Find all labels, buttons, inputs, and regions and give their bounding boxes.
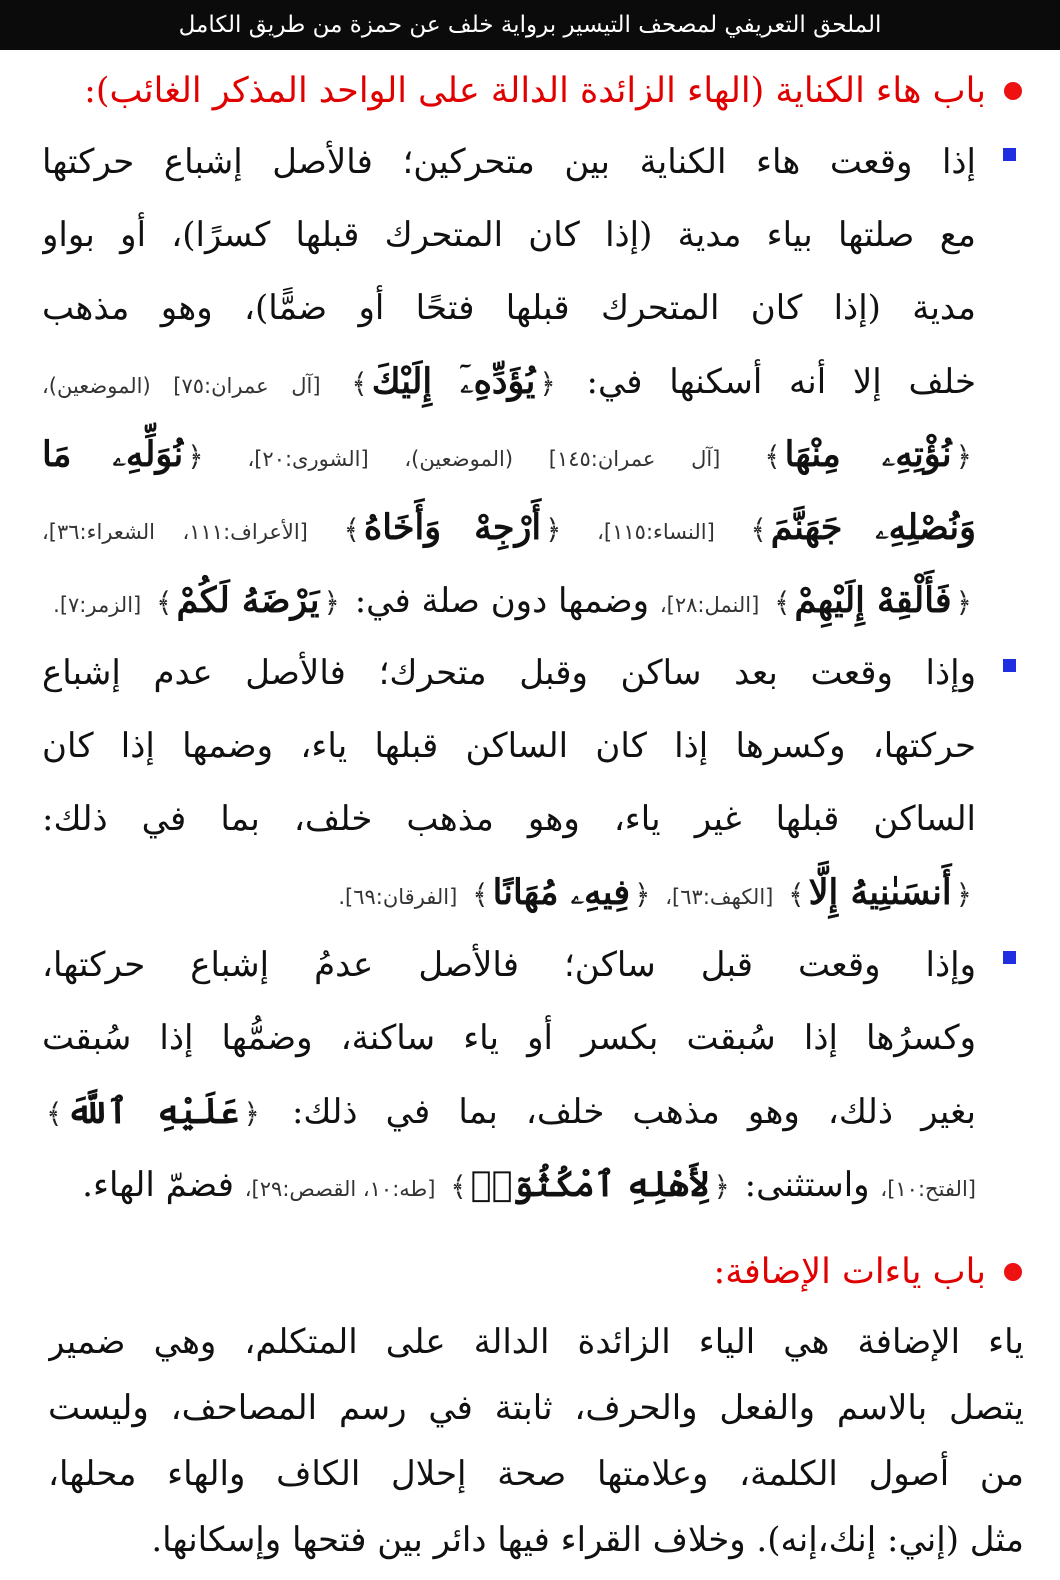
line-text: وإذا وقعت قبل ساكن؛ فالأصل عدمُ إشباع حركتها،	[42, 945, 976, 985]
verse-reference: [آل عمران:١٤٥] (الموضعين)، [الشورى:٢٠]،	[247, 447, 721, 471]
section-heading-yaat-idafa	[34, 1241, 1024, 1303]
text-line	[42, 491, 976, 564]
section-spacer	[34, 1221, 1024, 1241]
line-text: واستثنى:	[744, 1165, 870, 1205]
quran-word: فَأَلْقِهْ إِلَيْهِمْ	[794, 580, 952, 621]
section-heading-text: باب هاء الكناية (الهاء الزائدة الدالة على الواحد المذكر الغائب):	[84, 71, 986, 111]
ornate-bracket-close-icon: ﴾	[156, 586, 173, 619]
line-text: إذا وقعت هاء الكناية بين متحركين؛ فالأصل إشباع حركتها	[42, 142, 976, 182]
text-line	[42, 637, 976, 710]
line-text: وكسرُها إذا سُبقت بكسر أو ياء ساكنة، وضمُّها إذا سُبقت	[42, 1018, 976, 1058]
verse-reference: [طه:١٠، القصص:٢٩]،	[244, 1177, 436, 1201]
line-text: ياء الإضافة هي الياء الزائدة الدالة على المتكلم، وهي ضمير	[48, 1322, 1024, 1362]
line-text: مع صلتها بياء مدية (إذا كان المتحرك قبلها كسرًا)، أو بواو	[42, 215, 976, 255]
line-text: حركتها، وكسرها إذا كان الساكن قبلها ياء، وضمها إذا كان	[42, 726, 976, 766]
ornate-bracket-open-icon: ﴿	[539, 367, 556, 400]
ornate-bracket-open-icon: ﴿	[243, 1097, 260, 1130]
line-text: فضمّ الهاء.	[82, 1165, 234, 1205]
blue-square-bullet-icon	[1003, 659, 1016, 672]
text-line	[42, 1002, 976, 1075]
ornate-bracket-close-icon: ﴾	[788, 878, 805, 911]
ornate-bracket-open-icon: ﴿	[713, 1170, 730, 1203]
ornate-bracket-open-icon: ﴿	[545, 513, 562, 546]
ornate-bracket-close-icon: ﴾	[750, 513, 767, 546]
ornate-bracket-open-icon: ﴿	[955, 878, 972, 911]
verse-reference: [الفتح:١٠]،	[880, 1177, 976, 1201]
line-text: من أصول الكلمة، وعلامتها صحة إحلال الكاف والهاء محلها،	[48, 1454, 1024, 1494]
quran-word: لِأَهْلِهِ ٱمْكُثُوٓا۟	[470, 1164, 710, 1205]
text-line	[42, 1148, 976, 1221]
quran-word: يَرْضَهُ لَكُمْ	[176, 580, 320, 621]
section-heading-kinaya	[34, 60, 1024, 122]
rule-item-after-sakin	[34, 637, 1024, 929]
blue-square-bullet-icon	[1003, 148, 1016, 161]
text-line	[42, 1075, 976, 1148]
text-line	[42, 199, 976, 272]
ornate-bracket-open-icon: ﴿	[187, 440, 204, 473]
ornate-bracket-close-icon: ﴾	[343, 513, 360, 546]
ornate-bracket-close-icon: ﴾	[472, 878, 489, 911]
ornate-bracket-close-icon: ﴾	[764, 440, 781, 473]
line-text: مثل (إني: إنك،إنه). وخلاف القراء فيها دائر بين فتحها وإسكانها.	[151, 1520, 1024, 1560]
paragraph-yaat-idafa	[40, 1309, 1024, 1573]
text-line	[42, 126, 976, 199]
blue-square-bullet-icon	[1003, 951, 1016, 964]
quran-word: فِيهِۦ مُهَانًا	[492, 872, 631, 913]
text-line	[42, 418, 976, 491]
rule-item-between-two-moving	[34, 126, 1024, 637]
rule-item-before-sakin	[34, 929, 1024, 1221]
quran-word: أَنسَىٰنِيهُ إِلَّا	[808, 872, 952, 913]
line-text: يتصل بالاسم والفعل والحرف، ثابتة في رسم المصاحف، وليست	[48, 1388, 1024, 1428]
text-line	[42, 929, 976, 1002]
quran-word: يُؤَدِّهِۦٓ إِلَيْكَ	[371, 361, 536, 402]
verse-reference: [الفرقان:٦٩].	[338, 885, 458, 909]
ornate-bracket-close-icon: ﴾	[351, 367, 368, 400]
verse-reference: [الكهف:٦٣]،	[665, 885, 774, 909]
text-line	[48, 1441, 1024, 1507]
text-line	[42, 564, 976, 637]
quran-word: وَنُصْلِهِۦ جَهَنَّمَ	[770, 507, 976, 548]
verse-reference: [النمل:٢٨]،	[659, 593, 760, 617]
quran-word: نُؤْتِهِۦ مِنْهَا	[784, 434, 952, 475]
verse-reference: [النساء:١١٥]،	[597, 520, 715, 544]
verse-reference: [آل عمران:٧٥] (الموضعين)،	[42, 374, 321, 398]
ornate-bracket-close-icon: ﴾	[774, 586, 791, 619]
red-bullet-icon	[1004, 1263, 1022, 1281]
verse-reference: [الزمر:٧].	[53, 593, 142, 617]
line-text: وضمها دون صلة في:	[354, 581, 650, 621]
text-line	[48, 1309, 1024, 1375]
text-line	[42, 856, 976, 929]
text-line	[48, 1375, 1024, 1441]
line-text: بغير ذلك، وهو مذهب خلف، بما في ذلك:	[291, 1092, 976, 1132]
line-text: الساكن قبلها غير ياء، وهو مذهب خلف، بما في ذلك:	[42, 799, 976, 839]
text-line	[42, 272, 976, 345]
ornate-bracket-open-icon: ﴿	[955, 586, 972, 619]
page-header-title: الملحق التعريفي لمصحف التيسير برواية خلف عن حمزة من طريق الكامل	[178, 12, 882, 38]
ornate-bracket-open-icon: ﴿	[323, 586, 340, 619]
text-line	[42, 710, 976, 783]
text-line	[48, 1507, 1024, 1573]
quran-word: عَلَيْهِ ٱللَّهَ	[66, 1091, 240, 1132]
ornate-bracket-close-icon: ﴾	[46, 1097, 63, 1130]
line-text: وإذا وقعت بعد ساكن وقبل متحرك؛ فالأصل عدم إشباع	[42, 653, 976, 693]
text-line	[42, 783, 976, 856]
text-line	[42, 345, 976, 418]
document-body	[34, 60, 1024, 1573]
ornate-bracket-close-icon: ﴾	[450, 1170, 467, 1203]
section-heading-text: باب ياءات الإضافة:	[713, 1252, 986, 1292]
ornate-bracket-open-icon: ﴿	[955, 440, 972, 473]
line-text: خلف إلا أنه أسكنها في:	[586, 362, 976, 402]
red-bullet-icon	[1004, 82, 1022, 100]
ornate-bracket-open-icon: ﴿	[634, 878, 651, 911]
quran-word: نُوَلِّهِۦ مَا	[42, 434, 184, 475]
verse-reference: [الأعراف:١١١، الشعراء:٣٦]،	[42, 520, 308, 544]
quran-word: أَرْجِهْ وَأَخَاهُ	[363, 507, 542, 548]
line-text: مدية (إذا كان المتحرك قبلها فتحًا أو ضمًّا)، وهو مذهب	[42, 288, 976, 328]
page-header-bar	[0, 0, 1060, 50]
